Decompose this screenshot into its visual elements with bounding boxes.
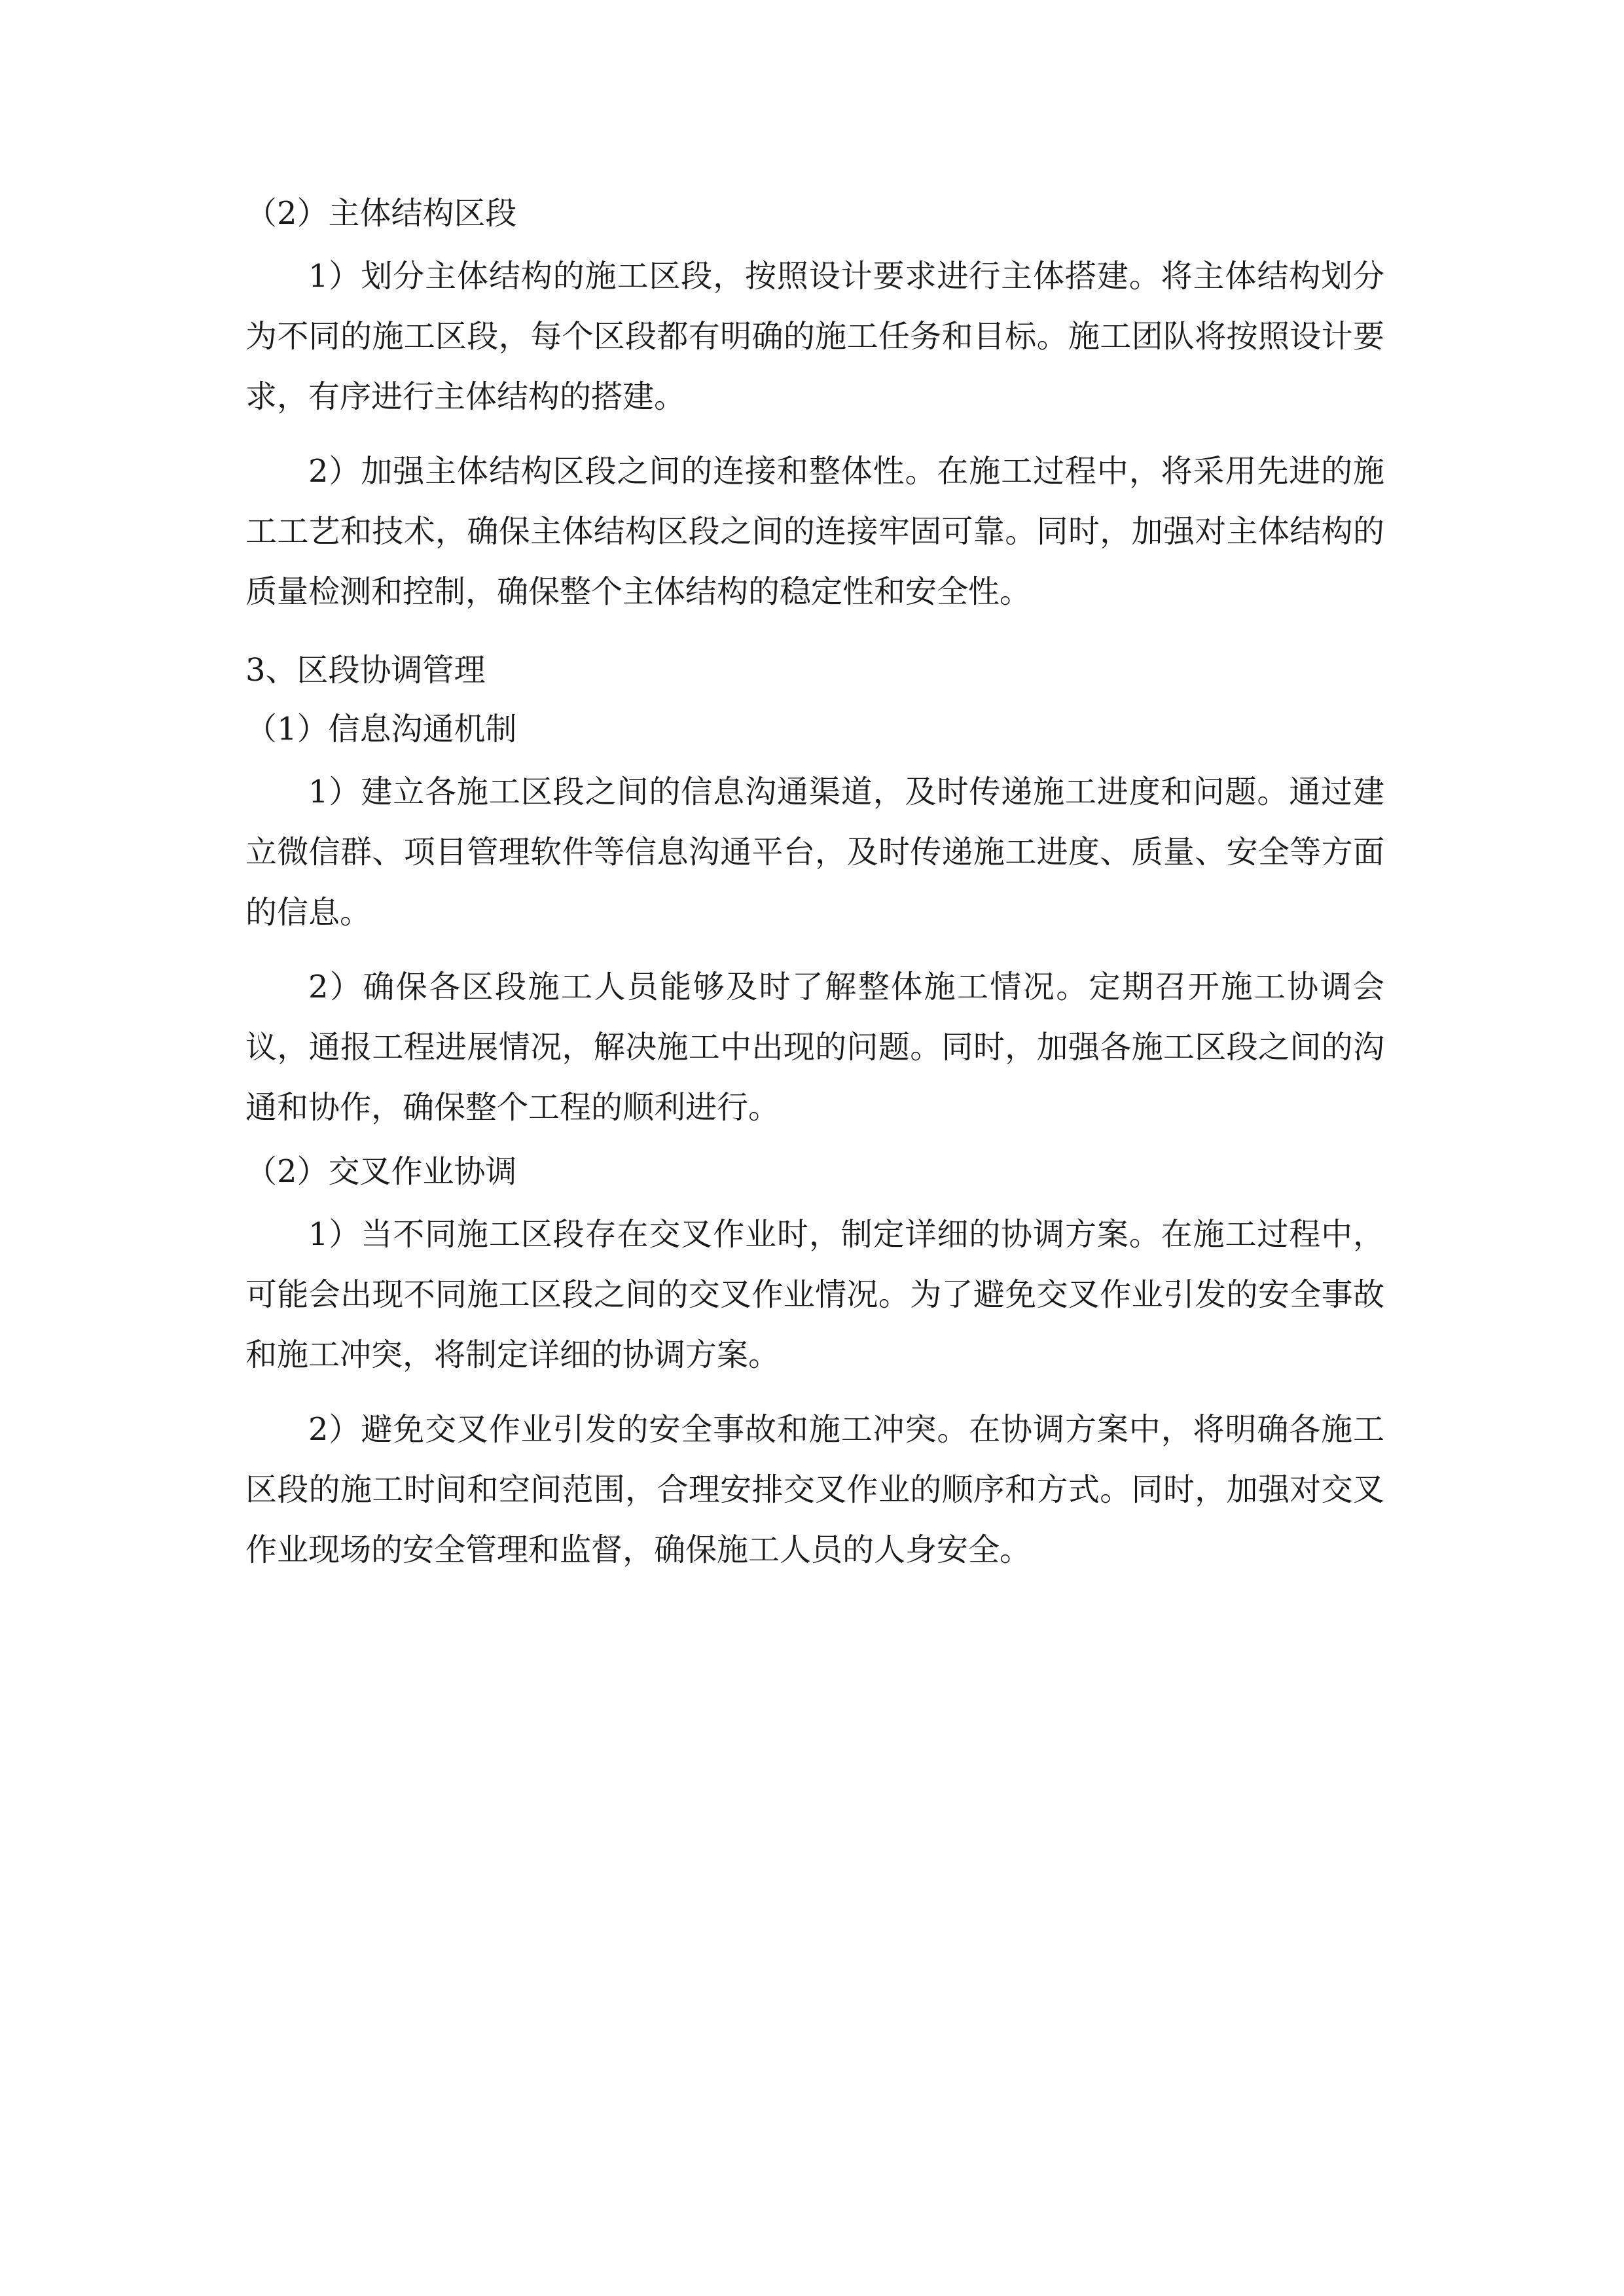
document-body [245, 194, 1384, 1580]
subsection-heading: （1）信息沟通机制 [245, 711, 517, 747]
subsection-heading: （2）主体结构区段 [245, 195, 517, 232]
paragraph: 1）划分主体结构的施工区段，按照设计要求进行主体搭建。将主体结构划分为不同的施工区段，每个区段都有明确的施工任务和目标。施工团队将按照设计要求，有序进行主体结构的搭建。 [245, 258, 1384, 415]
section-heading: 3、区段协调管理 [245, 652, 486, 689]
subsection-heading: （2）交叉作业协调 [245, 1153, 517, 1190]
paragraph: 1）建立各施工区段之间的信息沟通渠道，及时传递施工进度和问题。通过建立微信群、项目管理软件等信息沟通平台，及时传递施工进度、质量、安全等方面的信息。 [245, 774, 1384, 931]
paragraph: 1）当不同施工区段存在交叉作业时，制定详细的协调方案。在施工过程中，可能会出现不同施工区段之间的交叉作业情况。为了避免交叉作业引发的安全事故和施工冲突，将制定详细的协调方案。 [245, 1216, 1384, 1373]
paragraph: 2）加强主体结构区段之间的连接和整体性。在施工过程中，将采用先进的施工工艺和技术，确保主体结构区段之间的连接牢固可靠。同时，加强对主体结构的质量检测和控制，确保整个主体结构的稳定性和安全性。 [245, 453, 1384, 610]
paragraph: 2）确保各区段施工人员能够及时了解整体施工情况。定期召开施工协调会议，通报工程进展情况，解决施工中出现的问题。同时，加强各施工区段之间的沟通和协作，确保整个工程的顺利进行。 [245, 969, 1384, 1126]
paragraph: 2）避免交叉作业引发的安全事故和施工冲突。在协调方案中，将明确各施工区段的施工时间和空间范围，合理安排交叉作业的顺序和方式。同时，加强对交叉作业现场的安全管理和监督，确保施工人员的人身安全。 [245, 1411, 1384, 1568]
